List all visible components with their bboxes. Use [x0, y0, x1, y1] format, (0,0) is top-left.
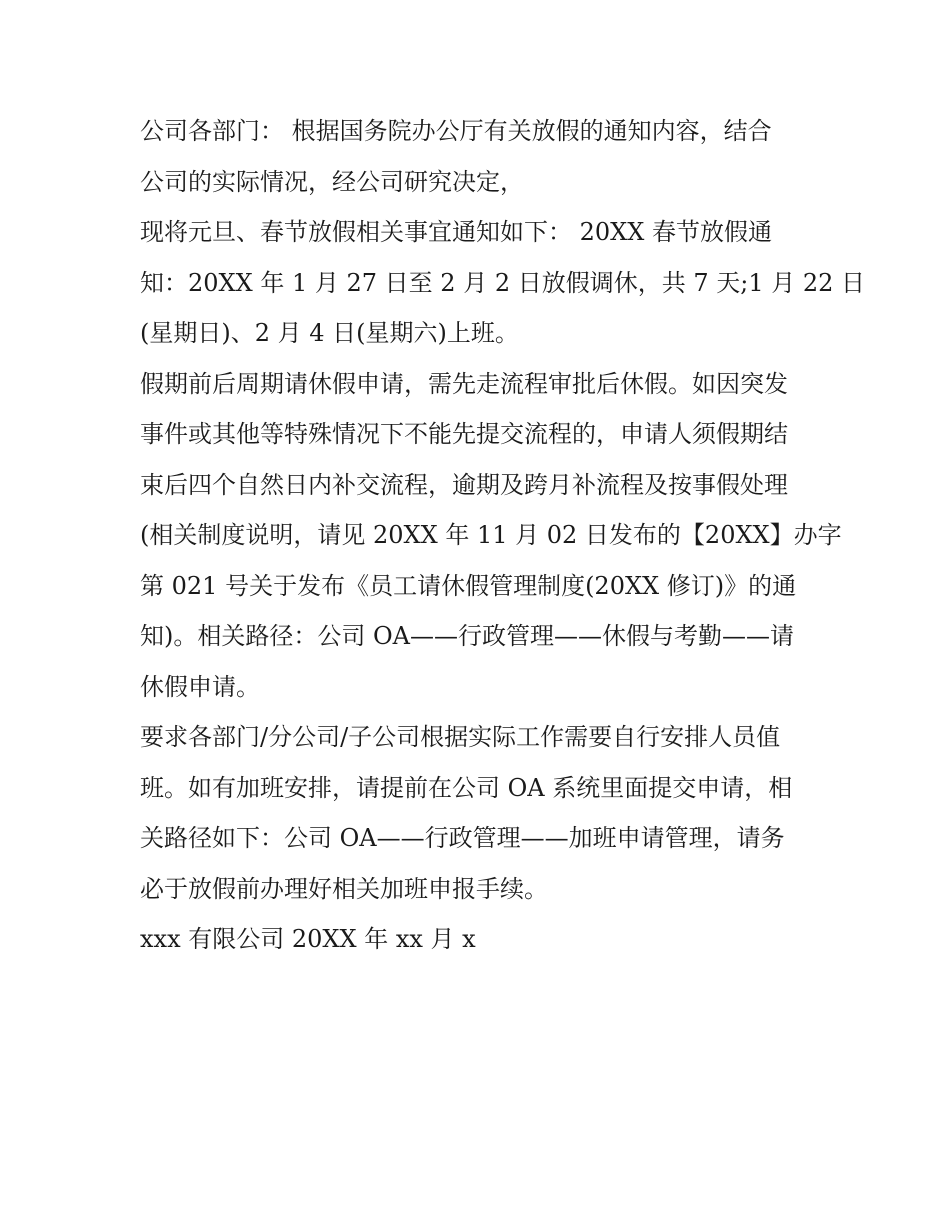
text-line: 第 021 号关于发布《员工请休假管理制度(20XX 修订)》的通 [140, 571, 797, 600]
text-line: 事件或其他等特殊情况下不能先提交流程的，申请人须假期结 [140, 420, 788, 448]
text-line: (相关制度说明，请见 20XX 年 11 月 02 日发布的【20XX】办字 [140, 521, 842, 549]
text-line: 假期前后周期请休假申请，需先走流程审批后休假。如因突发 [140, 369, 788, 398]
notice-body [140, 106, 866, 965]
text-line: (星期日)、2 月 4 日(星期六)上班。 [140, 319, 519, 347]
text-line: 知：20XX 年 1 月 27 日至 2 月 2 日放假调休，共 7 天;1 月 22 日 [140, 268, 866, 297]
text-line: 知)。相关路径：公司 OA——行政管理——休假与考勤——请 [140, 622, 794, 650]
text-line: 现将元旦、春节放假相关事宜通知如下： 20XX 春节放假通 [140, 218, 772, 246]
signature-line: xxx 有限公司 20XX 年 xx 月 x [140, 925, 476, 953]
text-line: 关路径如下：公司 OA——行政管理——加班申请管理，请务 [140, 824, 785, 852]
text-line: 休假申请。 [140, 672, 260, 701]
text-line: 公司的实际情况，经公司研究决定， [140, 167, 524, 196]
text-line: 班。如有加班安排，请提前在公司 OA 系统里面提交申请，相 [140, 773, 793, 802]
text-line: 束后四个自然日内补交流程，逾期及跨月补流程及按事假处理 [140, 470, 788, 499]
text-line: 必于放假前办理好相关加班申报手续。 [140, 874, 548, 903]
text-line: 公司各部门： 根据国务院办公厅有关放假的通知内容，结合 [140, 117, 772, 145]
text-line: 要求各部门/分公司/子公司根据实际工作需要自行安排人员值 [140, 723, 781, 751]
